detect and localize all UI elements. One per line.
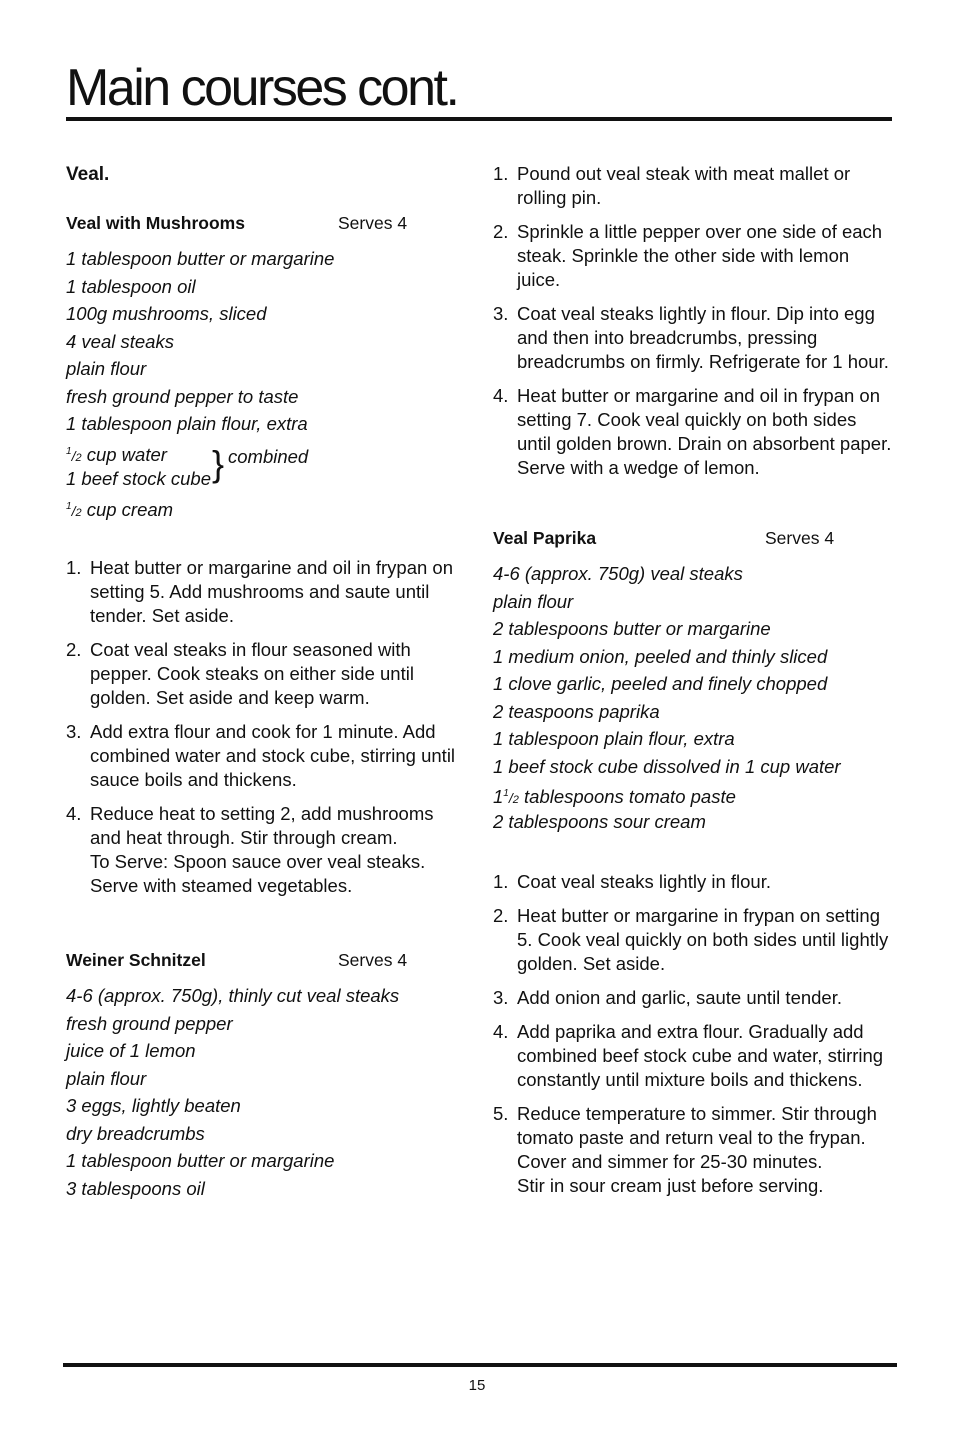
- left-column: [66, 162, 466, 1202]
- ingredient-item: 2 teaspoons paprika: [493, 700, 660, 722]
- method-steps: [66, 556, 466, 898]
- section-title-veal: Veal.: [66, 164, 110, 185]
- ingredient-item: 4 veal steaks: [66, 330, 174, 352]
- ingredient-item: juice of 1 lemon: [66, 1040, 196, 1061]
- ingredient-list: [493, 560, 893, 835]
- step-item: 1. Coat veal steaks lightly in flour.: [493, 871, 771, 892]
- method-steps: [493, 870, 893, 1198]
- serves-label: Serves 4: [765, 528, 835, 548]
- ingredient-item: $^1$/2 cup water: [66, 443, 167, 465]
- ingredient-item: $^1$/2 cup cream: [66, 498, 174, 520]
- method-steps: [493, 162, 893, 480]
- step-item: 1. Heat butter or margarine and oil in frypan on setting 5. Add mushrooms and saute until tender. Set aside.: [66, 557, 454, 626]
- ingredient-item: plain flour: [493, 590, 574, 612]
- ingredient-list: [66, 245, 466, 438]
- step-item: 1. Pound out veal steak with meat mallet or rolling pin.: [493, 163, 851, 208]
- step-item: 2. Coat veal steaks in flour seasoned with pepper. Cook steaks on either side until golden. Set aside and keep warm.: [66, 639, 414, 708]
- step-item: 5. Reduce temperature to simmer. Stir through tomato paste and return veal to the frypan. Cover and simmer for 25-30 minutes. Stir in sour cream just before serving.: [493, 1103, 877, 1196]
- ingredient-item: dry breadcrumbs: [66, 1122, 205, 1144]
- ingredient-item: 3 tablespoons oil: [66, 1177, 205, 1199]
- recipe-header-weiner-schnitzel: [66, 948, 466, 972]
- footer-rule: [63, 1363, 897, 1367]
- step-item: 4. Add paprika and extra flour. Gradually add combined beef stock cube and water, stirring constantly until mixture boils and thickens.: [493, 1021, 884, 1090]
- ingredient-item: plain flour: [66, 1067, 147, 1089]
- ingredient-item: fresh ground pepper: [66, 1012, 233, 1034]
- ingredient-item: 100g mushrooms, sliced: [66, 303, 267, 324]
- ingredient-item: 1 tablespoon plain flour, extra: [66, 413, 308, 434]
- page-title: Main courses cont.: [66, 59, 458, 117]
- ingredient-item: 1 tablespoon plain flour, extra: [493, 728, 735, 749]
- ingredient-item: 1 beef stock cube dissolved in 1 cup water: [493, 755, 841, 777]
- page-number: 15: [468, 1377, 486, 1394]
- ingredient-item: 4-6 (approx. 750g) veal steaks: [493, 563, 743, 584]
- step-item: 3. Add extra flour and cook for 1 minute. Add combined water and stock cube, stirring until sauce boils and thickens.: [66, 721, 456, 790]
- serves-label: Serves 4: [338, 213, 408, 233]
- ingredient-item: $1^1/2$ tablespoons tomato paste: [493, 786, 736, 807]
- right-column: [493, 162, 893, 1208]
- ingredient-item: 1 tablespoon oil: [66, 275, 196, 297]
- step-item: 4. Heat butter or margarine and oil in frypan on setting 7. Cook veal quickly on both sides until golden brown. Drain on absorbent paper. Serve with a wedge of lemon.: [493, 385, 892, 478]
- ingredient-item: 2 tablespoons sour cream: [493, 810, 706, 832]
- ingredient-item: 3 eggs, lightly beaten: [66, 1095, 241, 1116]
- step-item: 2. Heat butter or margarine in frypan on setting 5. Cook veal quickly on both sides until lightly golden. Set aside.: [493, 905, 889, 974]
- step-item: 3. Coat veal steaks lightly in flour. Dip into egg and then into breadcrumbs, pressing breadcrumbs on firmly. Refrigerate for 1 hour.: [493, 303, 889, 372]
- step-item: 3. Add onion and garlic, saute until tender.: [493, 987, 843, 1008]
- ingredient-list: [66, 982, 466, 1202]
- ingredient-item: plain flour: [66, 358, 147, 379]
- ingredient-item: 4-6 (approx. 750g), thinly cut veal steaks: [66, 985, 400, 1006]
- brace-symbol: }: [212, 442, 225, 484]
- ingredient-item: 1 medium onion, peeled and thinly sliced: [493, 645, 828, 667]
- ingredient-list: [66, 493, 466, 521]
- ingredient-item: 1 beef stock cube: [66, 468, 212, 489]
- recipe-header-veal-with-mushrooms: [66, 211, 466, 235]
- ingredient-item: fresh ground pepper to taste: [66, 385, 299, 407]
- recipe-header-veal-paprika: [493, 526, 893, 550]
- recipe-title: Veal with Mushrooms: [66, 213, 245, 233]
- recipe-title: Weiner Schnitzel: [66, 950, 206, 970]
- title-underline: [66, 117, 892, 121]
- ingredient-item: 1 tablespoon butter or margarine: [66, 248, 335, 269]
- serves-label: Serves 4: [338, 950, 408, 970]
- ingredient-item: 1 clove garlic, peeled and finely chopped: [493, 673, 828, 694]
- ingredient-item: 1 tablespoon butter or margarine: [66, 1150, 335, 1171]
- combined-ingredients: [66, 438, 466, 493]
- step-item: 2. Sprinkle a little pepper over one side of each steak. Sprinkle the other side with lemon juice.: [493, 221, 883, 290]
- combined-label: combined: [228, 445, 309, 467]
- step-item: 4. Reduce heat to setting 2, add mushrooms and heat through. Stir through cream. To Serve: Spoon sauce over veal steaks. Serve with steamed vegetables.: [66, 803, 434, 896]
- ingredient-item: 2 tablespoons butter or margarine: [493, 618, 771, 639]
- recipe-title: Veal Paprika: [493, 528, 597, 548]
